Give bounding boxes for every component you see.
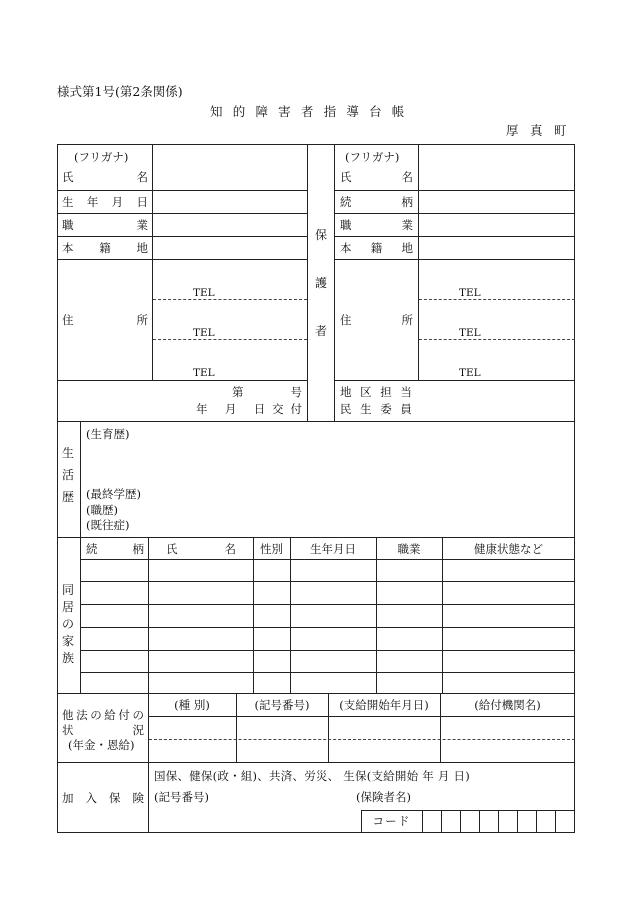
insurance-label: 加 入 保 険	[62, 791, 144, 805]
other-benefits-label-2: 状 況	[62, 723, 144, 737]
person-tel-label: TEL	[193, 367, 215, 379]
guardian-tel-label: TEL	[459, 367, 481, 379]
person-name-label: 氏 名	[62, 170, 148, 184]
guardian-relation-label: 続 柄	[340, 195, 413, 209]
family-col-occupation: 職業	[397, 542, 421, 556]
district-official-label: 地区担当	[340, 385, 413, 399]
guardian-label: 保 護 者	[314, 228, 327, 338]
insurer-name-label: (保険者名)	[356, 790, 411, 804]
guardian-tel-label: TEL	[459, 327, 481, 339]
welfare-commissioner-label: 民生委員	[340, 402, 413, 416]
person-domicile-label: 本 籍 地	[62, 241, 148, 255]
other-benefits-label-3: (年金・恩給)	[68, 738, 135, 752]
upbringing-label: (生育歴)	[86, 427, 130, 441]
insurance-types: 国保、健保(政・組)、共済、労災、 生保(支給開始 年 月 日)	[154, 769, 470, 783]
guardian-address-label: 住 所	[340, 313, 413, 327]
guardian-domicile-label: 本 籍 地	[340, 241, 413, 255]
cert-date-label: 年 月 日交付	[196, 402, 302, 416]
benefits-col-start-date: (支給開始年月日)	[339, 698, 429, 712]
guardian-occupation-label: 職 業	[340, 218, 413, 232]
medical-history-label: (既往症)	[86, 518, 130, 532]
code-label: コード	[372, 814, 411, 828]
life-history-label: 生 活 歴	[61, 446, 74, 504]
person-tel-label: TEL	[193, 287, 215, 299]
family-col-health: 健康状態など	[474, 542, 543, 556]
family-col-name: 氏 名	[166, 542, 236, 556]
family-col-birthdate: 生年月日	[310, 542, 356, 556]
town-name: 厚 真 町	[506, 123, 571, 138]
benefits-col-number: (記号番号)	[254, 698, 310, 712]
benefits-col-type: (種 別)	[174, 698, 210, 712]
form-number: 様式第1号(第2条関係)	[57, 84, 183, 99]
family-label: 同 居 の 家 族	[61, 583, 74, 665]
career-label: (職歴)	[86, 503, 118, 517]
guardian-furigana-label: (フリガナ)	[345, 150, 400, 164]
benefits-col-agency: (給付機関名)	[474, 698, 541, 712]
guardian-tel-label: TEL	[459, 287, 481, 299]
other-benefits-label-1: 他法の給付の	[62, 708, 144, 722]
person-tel-label: TEL	[193, 327, 215, 339]
person-birthdate-label: 生 年 月 日	[62, 195, 148, 209]
education-label: (最終学歴)	[86, 487, 141, 501]
family-col-relation: 続 柄	[86, 542, 144, 556]
cert-number-label: 第 号	[232, 385, 302, 399]
guardian-name-label: 氏 名	[340, 170, 413, 184]
person-furigana-label: (フリガナ)	[74, 150, 129, 164]
person-occupation-label: 職 業	[62, 218, 148, 232]
form-title: 知 的 障 害 者 指 導 台 帳	[210, 104, 408, 119]
family-col-sex: 性別	[260, 542, 283, 556]
person-address-label: 住 所	[62, 313, 148, 327]
insurance-symbol-number-label: (記号番号)	[154, 790, 209, 804]
